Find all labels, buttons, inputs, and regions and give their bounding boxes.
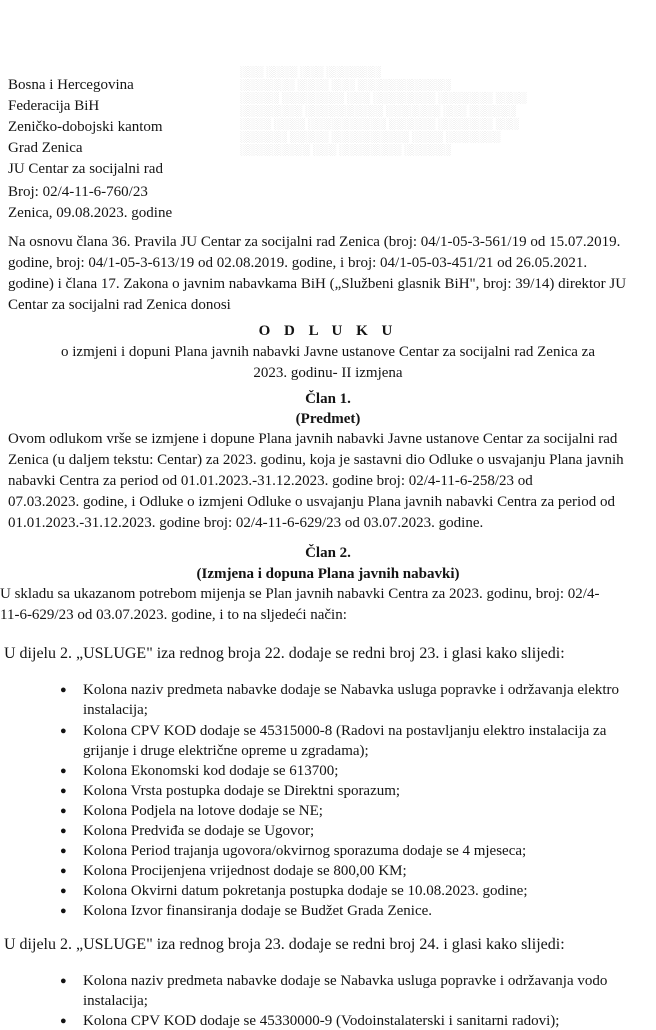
section-1-intro: U dijelu 2. „USLUGE" iza rednog broja 22. dodaje se redni broj 23. i glasi kako slijedi: [4, 645, 565, 662]
decision-subtitle: o izmjeni i dopuni Plana javnih nabavki Javne ustanove Centar za socijalni rad Zenica za [61, 344, 595, 360]
list-item: Kolona Procijenjena vrijednost dodaje se 800,00 KM; [83, 863, 407, 879]
bullet-icon: ● [60, 1015, 67, 1027]
list-item: Kolona Podjela na lotove dodaje se NE; [83, 803, 323, 819]
header-federation: Federacija BiH [8, 98, 100, 114]
list-item: Kolona Period trajanja ugovora/okvirnog sporazuma dodaje se 4 mjeseca; [83, 843, 527, 859]
article-2-text: 11-6-629/23 od 03.07.2023. godine, i to na sljedeći način: [0, 607, 347, 623]
list-item: Kolona Vrsta postupka dodaje se Direktni sporazum; [83, 783, 401, 799]
article-2-number: Član 2. [305, 545, 351, 561]
article-2-name: (Izmjena i dopuna Plana javnih nabavki) [196, 566, 460, 582]
bullet-icon: ● [60, 865, 67, 877]
article-1-text: Zenica (u daljem tekstu: Centar) za 2023. godinu, koja je sastavni dio Odluke o usvajanju Plana javnih [8, 452, 624, 468]
list-item: Kolona CPV KOD dodaje se 45330000-9 (Vodoinstalaterski i sanitarni radovi); [83, 1013, 560, 1029]
decision-subtitle: 2023. godinu- II izmjena [253, 365, 403, 381]
bullet-icon: ● [60, 805, 67, 817]
bullet-icon: ● [60, 825, 67, 837]
bullet-icon: ● [60, 765, 67, 777]
list-item: Kolona naziv predmeta nabavke dodaje se Nabavka usluga popravke i održavanja vodo [83, 973, 608, 989]
preamble-line: godine) i člana 17. Zakona o javnim nabavkama BiH („Službeni glasnik BiH", broj: 39/14) direktor JU [8, 276, 627, 292]
preamble-line: Na osnovu člana 36. Pravila JU Centar za socijalni rad Zenica (broj: 04/1-05-3-561/19 od 15.07.2019. [8, 234, 621, 250]
article-2-text: U skladu sa ukazanom potrebom mijenja se Plan javnih nabavki Centra za 2023. godinu, broj: 02/4- [0, 586, 600, 602]
document-date: Zenica, 09.08.2023. godine [8, 205, 173, 221]
header-institution: JU Centar za socijalni rad [8, 161, 163, 177]
list-item-continuation: grijanje i druge električne opreme u zgradama); [83, 743, 369, 759]
header-city: Grad Zenica [8, 140, 83, 156]
list-item: Kolona Ekonomski kod dodaje se 613700; [83, 763, 339, 779]
bleed-through-text: ░░░ ░░░░ ░░░ ░░░░░░░ ░░░░░░░ ░░░░ ░░░ ░░░░░░░░░░░░ ░░░░░ ░░░░░░░░ ░░░ ░░░░░░░░ ░░░░░░░ ░░░░ ░░░░░░░░ ░░░░░░░░░░ ░░░░░░░ ░░░ ░░░░░░ ░░░░ ░░░░ ░░░░░░░░░░ ░░░░░░ ░░░░░░░ ░░░ ░░░░░░ ░░░░░ ░░░░░░░░░░ ░░░░ ░░░░░░░ ░░░░░░░░░ ░░░ ░░░░░░░░ ░░░░░░ [240, 66, 527, 156]
list-item: Kolona Okvirni datum pokretanja postupka dodaje se 10.08.2023. godine; [83, 883, 528, 899]
article-1-name: (Predmet) [295, 411, 361, 427]
bullet-icon: ● [60, 845, 67, 857]
article-1-text: nabavki Centra za period od 01.01.2023.-31.12.2023. godine broj: 02/4-11-6-258/23 od [8, 473, 533, 489]
preamble-line: godine, broj: 04/1-05-3-613/19 od 02.08.2019. godine, i broj: 04/1-05-03-451/21 od 26.05.2021. [8, 255, 588, 271]
bullet-icon: ● [60, 725, 67, 737]
header-country: Bosna i Hercegovina [8, 77, 134, 93]
article-1-text: Ovom odlukom vrše se izmjene i dopune Plana javnih nabavki Javne ustanove Centar za socijalni rad [8, 431, 618, 447]
article-1-text: 07.03.2023. godine, i Odluke o izmjeni Odluke o usvajanju Plana javnih nabavki Centra za period od [8, 494, 615, 510]
bullet-icon: ● [60, 785, 67, 797]
bullet-icon: ● [60, 684, 67, 696]
document-number: Broj: 02/4-11-6-760/23 [8, 184, 148, 200]
list-item: Kolona Predviđa se dodaje se Ugovor; [83, 823, 315, 839]
list-item: Kolona Izvor finansiranja dodaje se Budžet Grada Zenice. [83, 903, 433, 919]
article-1-text: 01.01.2023.-31.12.2023. godine broj: 02/4-11-6-629/23 od 03.07.2023. godine. [8, 515, 484, 531]
article-1-number: Član 1. [305, 391, 351, 407]
list-item: Kolona CPV KOD dodaje se 45315000-8 (Radovi na postavljanju elektro instalacija za [83, 723, 607, 739]
list-item-continuation: instalacija; [83, 993, 148, 1009]
list-item-continuation: instalacija; [83, 702, 148, 718]
bullet-icon: ● [60, 905, 67, 917]
bullet-icon: ● [60, 975, 67, 987]
preamble-line: Centar za socijalni rad Zenica donosi [8, 297, 231, 313]
section-2-intro: U dijelu 2. „USLUGE" iza rednog broja 23. dodaje se redni broj 24. i glasi kako slijedi: [4, 936, 565, 953]
bullet-icon: ● [60, 885, 67, 897]
list-item: Kolona naziv predmeta nabavke dodaje se Nabavka usluga popravke i održavanja elektro [83, 682, 620, 698]
decision-heading: O D L U K U [258, 323, 398, 339]
header-canton: Zeničko-dobojski kantom [8, 119, 163, 135]
